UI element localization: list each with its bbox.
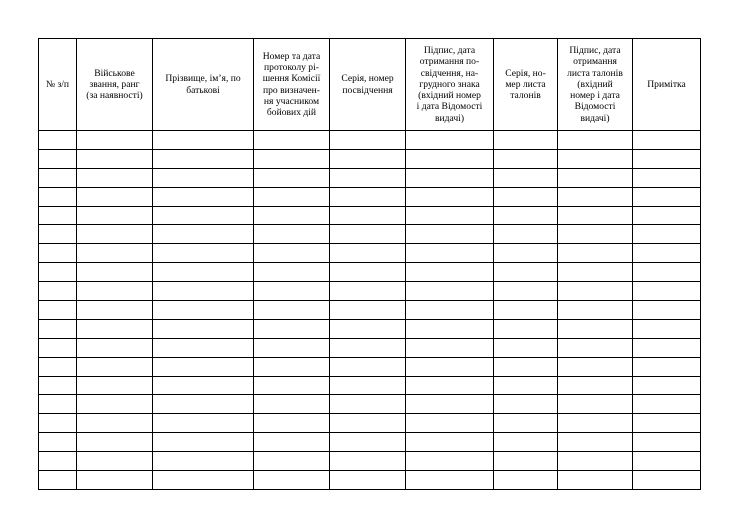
table-cell[interactable] bbox=[39, 357, 77, 376]
table-row bbox=[39, 168, 701, 187]
table-cell[interactable] bbox=[153, 357, 254, 376]
table-cell[interactable] bbox=[406, 395, 494, 414]
table-cell[interactable] bbox=[254, 301, 330, 320]
table-cell[interactable] bbox=[39, 131, 77, 150]
table-cell[interactable] bbox=[77, 338, 153, 357]
table-row bbox=[39, 149, 701, 168]
table-cell[interactable] bbox=[633, 471, 701, 490]
table-cell[interactable] bbox=[153, 319, 254, 338]
table-cell[interactable] bbox=[494, 414, 558, 433]
table-cell[interactable] bbox=[153, 471, 254, 490]
table-cell[interactable] bbox=[254, 395, 330, 414]
table-cell[interactable] bbox=[633, 244, 701, 263]
header-cell-coupon-receipt bbox=[558, 39, 633, 131]
table-cell[interactable] bbox=[254, 414, 330, 433]
table-cell[interactable] bbox=[77, 357, 153, 376]
table-cell[interactable] bbox=[494, 206, 558, 225]
table-cell[interactable] bbox=[406, 433, 494, 452]
table-cell[interactable] bbox=[633, 433, 701, 452]
register-table bbox=[38, 38, 701, 490]
table-cell[interactable] bbox=[254, 319, 330, 338]
table-cell[interactable] bbox=[330, 471, 406, 490]
table-cell[interactable] bbox=[39, 206, 77, 225]
table-cell[interactable] bbox=[406, 338, 494, 357]
table-cell[interactable] bbox=[558, 206, 633, 225]
table-cell[interactable] bbox=[39, 395, 77, 414]
header-line: отримання по- bbox=[419, 56, 480, 68]
table-row bbox=[39, 395, 701, 414]
table-cell[interactable] bbox=[633, 376, 701, 395]
table-cell[interactable] bbox=[254, 282, 330, 301]
table-cell[interactable] bbox=[77, 149, 153, 168]
table-row bbox=[39, 282, 701, 301]
table-cell[interactable] bbox=[330, 187, 406, 206]
table-cell[interactable] bbox=[254, 376, 330, 395]
table-cell[interactable] bbox=[633, 452, 701, 471]
header-cell-certificate-receipt bbox=[406, 39, 494, 131]
table-cell[interactable] bbox=[558, 282, 633, 301]
table-cell[interactable] bbox=[39, 433, 77, 452]
table-row bbox=[39, 414, 701, 433]
table-cell[interactable] bbox=[153, 206, 254, 225]
table-cell[interactable] bbox=[77, 206, 153, 225]
table-cell[interactable] bbox=[633, 357, 701, 376]
table-cell[interactable] bbox=[39, 319, 77, 338]
table-cell[interactable] bbox=[558, 225, 633, 244]
table-cell[interactable] bbox=[330, 263, 406, 282]
table-cell[interactable] bbox=[558, 149, 633, 168]
header-line: посвідчення bbox=[342, 84, 393, 96]
table-cell[interactable] bbox=[406, 376, 494, 395]
table-cell[interactable] bbox=[494, 131, 558, 150]
table-cell[interactable] bbox=[558, 168, 633, 187]
table-row bbox=[39, 131, 701, 150]
header-line: Прізвище, ім’я, по bbox=[165, 73, 241, 85]
header-line: листа талонів bbox=[567, 67, 623, 79]
table-row bbox=[39, 263, 701, 282]
header-cell-full-name bbox=[153, 39, 254, 131]
table-cell[interactable] bbox=[330, 376, 406, 395]
register-body bbox=[39, 131, 701, 490]
table-cell[interactable] bbox=[39, 263, 77, 282]
table-cell[interactable] bbox=[77, 452, 153, 471]
header-cell-certificate bbox=[330, 39, 406, 131]
table-cell[interactable] bbox=[494, 471, 558, 490]
table-cell[interactable] bbox=[406, 225, 494, 244]
table-cell[interactable] bbox=[153, 263, 254, 282]
table-cell[interactable] bbox=[39, 338, 77, 357]
header-cell-note bbox=[633, 39, 701, 131]
table-cell[interactable] bbox=[153, 244, 254, 263]
table-cell[interactable] bbox=[633, 338, 701, 357]
table-cell[interactable] bbox=[254, 206, 330, 225]
table-cell[interactable] bbox=[633, 301, 701, 320]
table-cell[interactable] bbox=[254, 187, 330, 206]
table-cell[interactable] bbox=[406, 414, 494, 433]
header-line: ня учасником bbox=[263, 95, 320, 107]
table-cell[interactable] bbox=[633, 131, 701, 150]
table-cell[interactable] bbox=[406, 357, 494, 376]
table-cell[interactable] bbox=[77, 376, 153, 395]
header-line: бойових дій bbox=[266, 106, 317, 118]
table-cell[interactable] bbox=[558, 376, 633, 395]
header-line: звання, ранг bbox=[89, 78, 140, 90]
table-cell[interactable] bbox=[330, 225, 406, 244]
table-cell[interactable] bbox=[558, 263, 633, 282]
table-cell[interactable] bbox=[330, 282, 406, 301]
table-cell[interactable] bbox=[254, 131, 330, 150]
header-row bbox=[39, 39, 701, 131]
table-cell[interactable] bbox=[39, 149, 77, 168]
table-cell[interactable] bbox=[406, 263, 494, 282]
header-line: Номер та дата bbox=[262, 50, 321, 62]
table-cell[interactable] bbox=[39, 225, 77, 244]
table-cell[interactable] bbox=[330, 206, 406, 225]
header-line: шення Комісії bbox=[262, 73, 321, 85]
header-line: номер і дата bbox=[570, 90, 620, 102]
table-cell[interactable] bbox=[77, 282, 153, 301]
header-line: і дата Відомості bbox=[416, 101, 483, 113]
table-cell[interactable] bbox=[558, 395, 633, 414]
header-cell-number bbox=[39, 39, 77, 131]
table-cell[interactable] bbox=[406, 244, 494, 263]
table-cell[interactable] bbox=[406, 319, 494, 338]
header-line: видачі) bbox=[580, 112, 610, 124]
table-cell[interactable] bbox=[330, 395, 406, 414]
table-cell[interactable] bbox=[558, 319, 633, 338]
table-cell[interactable] bbox=[330, 319, 406, 338]
table-cell[interactable] bbox=[153, 225, 254, 244]
header-line: протоколу рі- bbox=[264, 62, 319, 74]
table-cell[interactable] bbox=[494, 168, 558, 187]
header-line: Примітка bbox=[647, 78, 686, 90]
table-row bbox=[39, 244, 701, 263]
table-cell[interactable] bbox=[406, 301, 494, 320]
table-cell[interactable] bbox=[633, 414, 701, 433]
table-cell[interactable] bbox=[254, 263, 330, 282]
header-cell-protocol bbox=[254, 39, 330, 131]
table-cell[interactable] bbox=[254, 168, 330, 187]
table-cell[interactable] bbox=[77, 187, 153, 206]
table-cell[interactable] bbox=[153, 282, 254, 301]
header-line: про визначен- bbox=[262, 84, 320, 96]
header-line: (за наявності) bbox=[86, 90, 143, 102]
header-line: № з/п bbox=[45, 78, 70, 90]
header-line: талонів bbox=[510, 90, 541, 102]
table-cell[interactable] bbox=[330, 301, 406, 320]
header-line: Військове bbox=[94, 67, 135, 79]
table-cell[interactable] bbox=[330, 452, 406, 471]
table-cell[interactable] bbox=[494, 452, 558, 471]
table-cell[interactable] bbox=[558, 471, 633, 490]
table-cell[interactable] bbox=[77, 301, 153, 320]
header-line: мер листа bbox=[505, 78, 546, 90]
table-row bbox=[39, 376, 701, 395]
table-cell[interactable] bbox=[254, 357, 330, 376]
table-cell[interactable] bbox=[39, 452, 77, 471]
header-cell-coupon-sheet bbox=[494, 39, 558, 131]
table-cell[interactable] bbox=[153, 149, 254, 168]
table-cell[interactable] bbox=[633, 187, 701, 206]
table-cell[interactable] bbox=[406, 168, 494, 187]
table-cell[interactable] bbox=[406, 131, 494, 150]
table-cell[interactable] bbox=[406, 282, 494, 301]
table-row bbox=[39, 319, 701, 338]
table-cell[interactable] bbox=[39, 282, 77, 301]
header-line: Серія, номер bbox=[341, 73, 394, 85]
table-cell[interactable] bbox=[77, 168, 153, 187]
table-cell[interactable] bbox=[406, 206, 494, 225]
table-cell[interactable] bbox=[558, 244, 633, 263]
table-cell[interactable] bbox=[494, 244, 558, 263]
table-cell[interactable] bbox=[39, 471, 77, 490]
table-row bbox=[39, 301, 701, 320]
table-row bbox=[39, 452, 701, 471]
table-cell[interactable] bbox=[330, 149, 406, 168]
table-cell[interactable] bbox=[153, 376, 254, 395]
header-line: Відомості bbox=[574, 101, 616, 113]
table-cell[interactable] bbox=[153, 301, 254, 320]
table-cell[interactable] bbox=[494, 376, 558, 395]
table-cell[interactable] bbox=[330, 433, 406, 452]
table-cell[interactable] bbox=[39, 168, 77, 187]
table-cell[interactable] bbox=[254, 471, 330, 490]
table-cell[interactable] bbox=[558, 338, 633, 357]
table-cell[interactable] bbox=[558, 187, 633, 206]
table-cell[interactable] bbox=[330, 131, 406, 150]
table-cell[interactable] bbox=[494, 187, 558, 206]
table-cell[interactable] bbox=[254, 433, 330, 452]
table-cell[interactable] bbox=[558, 414, 633, 433]
table-cell[interactable] bbox=[330, 168, 406, 187]
header-line: батькові bbox=[186, 84, 220, 96]
table-cell[interactable] bbox=[153, 131, 254, 150]
table-cell[interactable] bbox=[39, 187, 77, 206]
table-cell[interactable] bbox=[77, 263, 153, 282]
table-cell[interactable] bbox=[633, 319, 701, 338]
table-cell[interactable] bbox=[39, 301, 77, 320]
table-cell[interactable] bbox=[558, 452, 633, 471]
table-cell[interactable] bbox=[77, 131, 153, 150]
table-cell[interactable] bbox=[494, 149, 558, 168]
table-cell[interactable] bbox=[77, 433, 153, 452]
table-row bbox=[39, 338, 701, 357]
table-cell[interactable] bbox=[153, 187, 254, 206]
header-line: Підпис, дата bbox=[423, 45, 476, 57]
table-cell[interactable] bbox=[494, 301, 558, 320]
table-cell[interactable] bbox=[254, 338, 330, 357]
table-cell[interactable] bbox=[633, 395, 701, 414]
table-cell[interactable] bbox=[153, 395, 254, 414]
table-cell[interactable] bbox=[558, 301, 633, 320]
table-cell[interactable] bbox=[153, 414, 254, 433]
table-cell[interactable] bbox=[633, 168, 701, 187]
table-cell[interactable] bbox=[330, 338, 406, 357]
table-row bbox=[39, 206, 701, 225]
table-cell[interactable] bbox=[77, 244, 153, 263]
header-line: свідчення, на- bbox=[420, 67, 479, 79]
table-row bbox=[39, 225, 701, 244]
table-cell[interactable] bbox=[153, 338, 254, 357]
table-cell[interactable] bbox=[494, 263, 558, 282]
table-cell[interactable] bbox=[254, 452, 330, 471]
table-cell[interactable] bbox=[153, 452, 254, 471]
table-cell[interactable] bbox=[254, 149, 330, 168]
header-line: грудного знака bbox=[419, 78, 480, 90]
header-line: Підпис, дата bbox=[569, 45, 621, 57]
header-line: Серія, но- bbox=[505, 67, 546, 79]
table-cell[interactable] bbox=[77, 471, 153, 490]
table-cell[interactable] bbox=[494, 395, 558, 414]
table-cell[interactable] bbox=[254, 225, 330, 244]
table-cell[interactable] bbox=[330, 244, 406, 263]
table-cell[interactable] bbox=[633, 263, 701, 282]
table-cell[interactable] bbox=[494, 433, 558, 452]
table-cell[interactable] bbox=[494, 319, 558, 338]
table-row bbox=[39, 471, 701, 490]
table-cell[interactable] bbox=[39, 244, 77, 263]
header-line: отримання bbox=[573, 56, 617, 68]
table-cell[interactable] bbox=[558, 433, 633, 452]
table-cell[interactable] bbox=[77, 414, 153, 433]
header-line: видачі) bbox=[434, 112, 465, 124]
table-cell[interactable] bbox=[39, 376, 77, 395]
table-cell[interactable] bbox=[494, 357, 558, 376]
header-line: (вхідний номер bbox=[418, 90, 481, 102]
table-row bbox=[39, 357, 701, 376]
table-cell[interactable] bbox=[254, 244, 330, 263]
table-cell[interactable] bbox=[406, 187, 494, 206]
table-row bbox=[39, 187, 701, 206]
table-cell[interactable] bbox=[558, 357, 633, 376]
table-cell[interactable] bbox=[39, 414, 77, 433]
table-cell[interactable] bbox=[330, 357, 406, 376]
header-cell-rank bbox=[77, 39, 153, 131]
table-cell[interactable] bbox=[153, 168, 254, 187]
table-cell[interactable] bbox=[633, 206, 701, 225]
table-cell[interactable] bbox=[558, 131, 633, 150]
table-row bbox=[39, 433, 701, 452]
table-cell[interactable] bbox=[406, 149, 494, 168]
table-cell[interactable] bbox=[330, 414, 406, 433]
header-line: (вхідний bbox=[577, 78, 613, 90]
table-cell[interactable] bbox=[494, 338, 558, 357]
table-cell[interactable] bbox=[633, 282, 701, 301]
table-cell[interactable] bbox=[494, 225, 558, 244]
table-cell[interactable] bbox=[633, 225, 701, 244]
table-cell[interactable] bbox=[77, 225, 153, 244]
table-cell[interactable] bbox=[77, 319, 153, 338]
table-cell[interactable] bbox=[494, 282, 558, 301]
table-cell[interactable] bbox=[406, 471, 494, 490]
table-cell[interactable] bbox=[153, 433, 254, 452]
table-cell[interactable] bbox=[633, 149, 701, 168]
table-cell[interactable] bbox=[77, 395, 153, 414]
table-cell[interactable] bbox=[406, 452, 494, 471]
